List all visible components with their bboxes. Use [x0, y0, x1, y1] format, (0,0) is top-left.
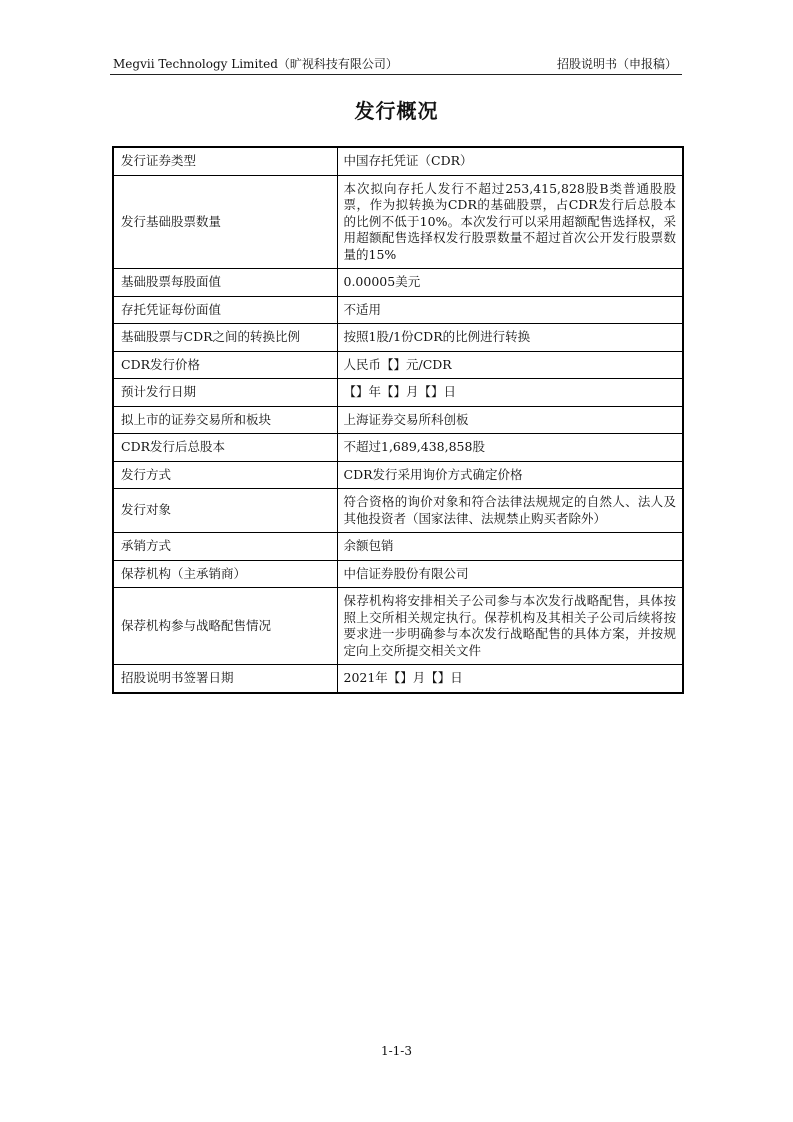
table-row — [113, 175, 683, 269]
row-label: 发行方式 — [113, 461, 337, 489]
row-label: 发行证券类型 — [113, 147, 337, 175]
row-value: 保荐机构将安排相关子公司参与本次发行战略配售，具体按照上交所相关规定执行。保荐机构及其相关子公司后续将按要求进一步明确参与本次发行战略配售的具体方案，并按规定向上交所提交相关文件 — [337, 588, 683, 665]
offering-overview-table — [112, 146, 684, 694]
row-value: 符合资格的询价对象和符合法律法规规定的自然人、法人及其他投资者（国家法律、法规禁止购买者除外） — [337, 489, 683, 533]
row-value: 不适用 — [337, 296, 683, 324]
row-value: 余额包销 — [337, 533, 683, 561]
table-row — [113, 489, 683, 533]
header-company: Megvii Technology Limited（旷视科技有限公司） — [113, 57, 398, 71]
table-row — [113, 324, 683, 352]
row-value: 2021年【】月【】日 — [337, 665, 683, 693]
row-value: 【】年【】月【】日 — [337, 379, 683, 407]
header-rule — [110, 74, 682, 75]
table-row — [113, 406, 683, 434]
row-value: 中国存托凭证（CDR） — [337, 147, 683, 175]
row-value: 0.00005美元 — [337, 269, 683, 297]
row-label: 承销方式 — [113, 533, 337, 561]
row-value: 本次拟向存托人发行不超过253,415,828股B类普通股股票，作为拟转换为CDR的基础股票，占CDR发行后总股本的比例不低于10%。本次发行可以采用超额配售选择权，采用超额配售选择权发行股票数量不超过首次公开发行股票数量的15% — [337, 175, 683, 269]
row-label: 存托凭证每份面值 — [113, 296, 337, 324]
row-label: 拟上市的证券交易所和板块 — [113, 406, 337, 434]
row-value: 不超过1,689,438,858股 — [337, 434, 683, 462]
row-value: 人民币【】元/CDR — [337, 351, 683, 379]
table-row — [113, 588, 683, 665]
table-row — [113, 560, 683, 588]
table-row — [113, 351, 683, 379]
table-row — [113, 461, 683, 489]
table-row — [113, 269, 683, 297]
row-label: 基础股票每股面值 — [113, 269, 337, 297]
row-label: CDR发行价格 — [113, 351, 337, 379]
table-row — [113, 147, 683, 175]
row-label: 招股说明书签署日期 — [113, 665, 337, 693]
row-label: 基础股票与CDR之间的转换比例 — [113, 324, 337, 352]
table-row — [113, 533, 683, 561]
row-label: 发行基础股票数量 — [113, 175, 337, 269]
table-row — [113, 296, 683, 324]
table-row — [113, 665, 683, 693]
table-row — [113, 434, 683, 462]
row-value: 上海证券交易所科创板 — [337, 406, 683, 434]
row-value: 按照1股/1份CDR的比例进行转换 — [337, 324, 683, 352]
row-value: CDR发行采用询价方式确定价格 — [337, 461, 683, 489]
page-title: 发行概况 — [354, 99, 439, 123]
row-label: 预计发行日期 — [113, 379, 337, 407]
row-label: 保荐机构（主承销商） — [113, 560, 337, 588]
page-number: 1-1-3 — [380, 1044, 412, 1058]
header-doc-type: 招股说明书（申报稿） — [556, 57, 677, 71]
row-label: 保荐机构参与战略配售情况 — [113, 588, 337, 665]
row-label: 发行对象 — [113, 489, 337, 533]
row-label: CDR发行后总股本 — [113, 434, 337, 462]
table-row — [113, 379, 683, 407]
row-value: 中信证券股份有限公司 — [337, 560, 683, 588]
